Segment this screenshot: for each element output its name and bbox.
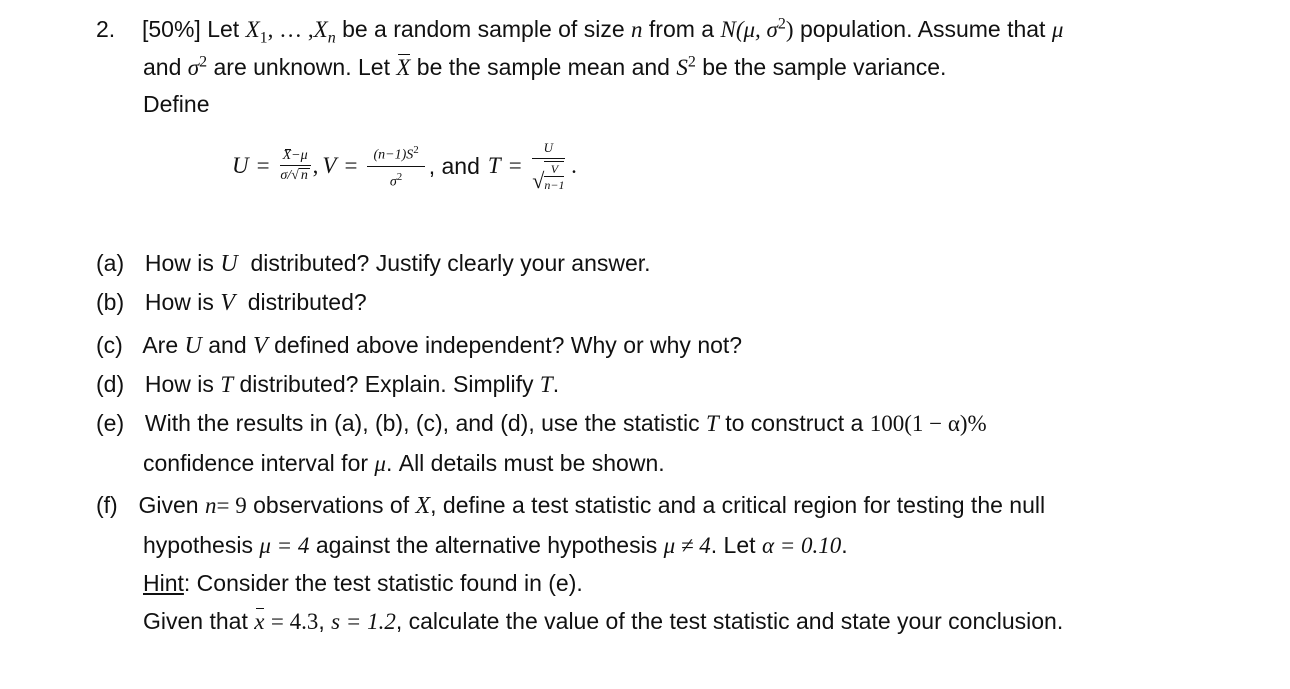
- part-b: (b) How is V distributed?: [96, 289, 367, 316]
- part-a: (a) How is U distributed? Justify clearly your answer.: [96, 250, 651, 277]
- part-label: (d): [96, 371, 125, 397]
- part-label: (e): [96, 410, 125, 436]
- problem-header-line: 2. [50%] Let $X_1$, … $,X_n$ be a random sample of size n from a N(μ, $\sigma^2$) population. Assume that μ: [96, 15, 1064, 47]
- problem-weight: [50%]: [141, 16, 201, 42]
- problem-number: 2.: [96, 16, 116, 42]
- problem-line-2: and $\sigma^2$ are unknown. Let X be the sample mean and $S^2$ be the sample variance.: [143, 52, 946, 83]
- part-f-hint: Hint: Consider the test statistic found in (e).: [143, 570, 583, 596]
- part-e-continued: confidence interval for μ. All details must be shown.: [143, 450, 665, 476]
- sample-mean-symbol: X: [396, 53, 410, 83]
- definitions-formula: U = $\frac{X-\mu}{\sigma/√ n}$ , V = $\frac{(n-1)S^2}{\sigma^2}$ , and T = U √ $\frac{V}{n-1}$ .: [232, 140, 577, 193]
- xbar-symbol: x: [254, 607, 264, 637]
- part-label: (b): [96, 289, 125, 315]
- part-d: (d) How is T distributed? Explain. Simplify T.: [96, 371, 560, 397]
- part-e: (e) With the results in (a), (b), (c), and (d), use the statistic T to construct a 100(1 − α)%: [96, 410, 987, 436]
- part-label: (a): [96, 250, 125, 276]
- part-label: (f): [96, 492, 118, 518]
- part-f-given: Given that x = 4.3, s = 1.2, calculate the value of the test statistic and state your conclusion.: [143, 606, 1063, 637]
- v-fraction: $\frac{(n-1)S^2}{\sigma^2}$: [367, 142, 424, 190]
- part-f: (f) Given n= 9 observations of X, define a test statistic and a critical region for testing the null: [96, 492, 1046, 519]
- hint-label: Hint: [143, 570, 184, 596]
- t-fraction: U √ $\frac{V}{n-1}$: [532, 140, 565, 193]
- part-c: (c) Are U and V defined above independent? Why or why not?: [96, 332, 743, 359]
- u-fraction: $\frac{X-\mu}{\sigma/√ n}$: [280, 148, 311, 184]
- define-label: Define: [143, 91, 210, 117]
- part-label: (c): [96, 332, 123, 358]
- part-f-hypothesis: hypothesis μ = 4 against the alternative hypothesis μ ≠ 4. Let α = 0.10.: [143, 532, 848, 558]
